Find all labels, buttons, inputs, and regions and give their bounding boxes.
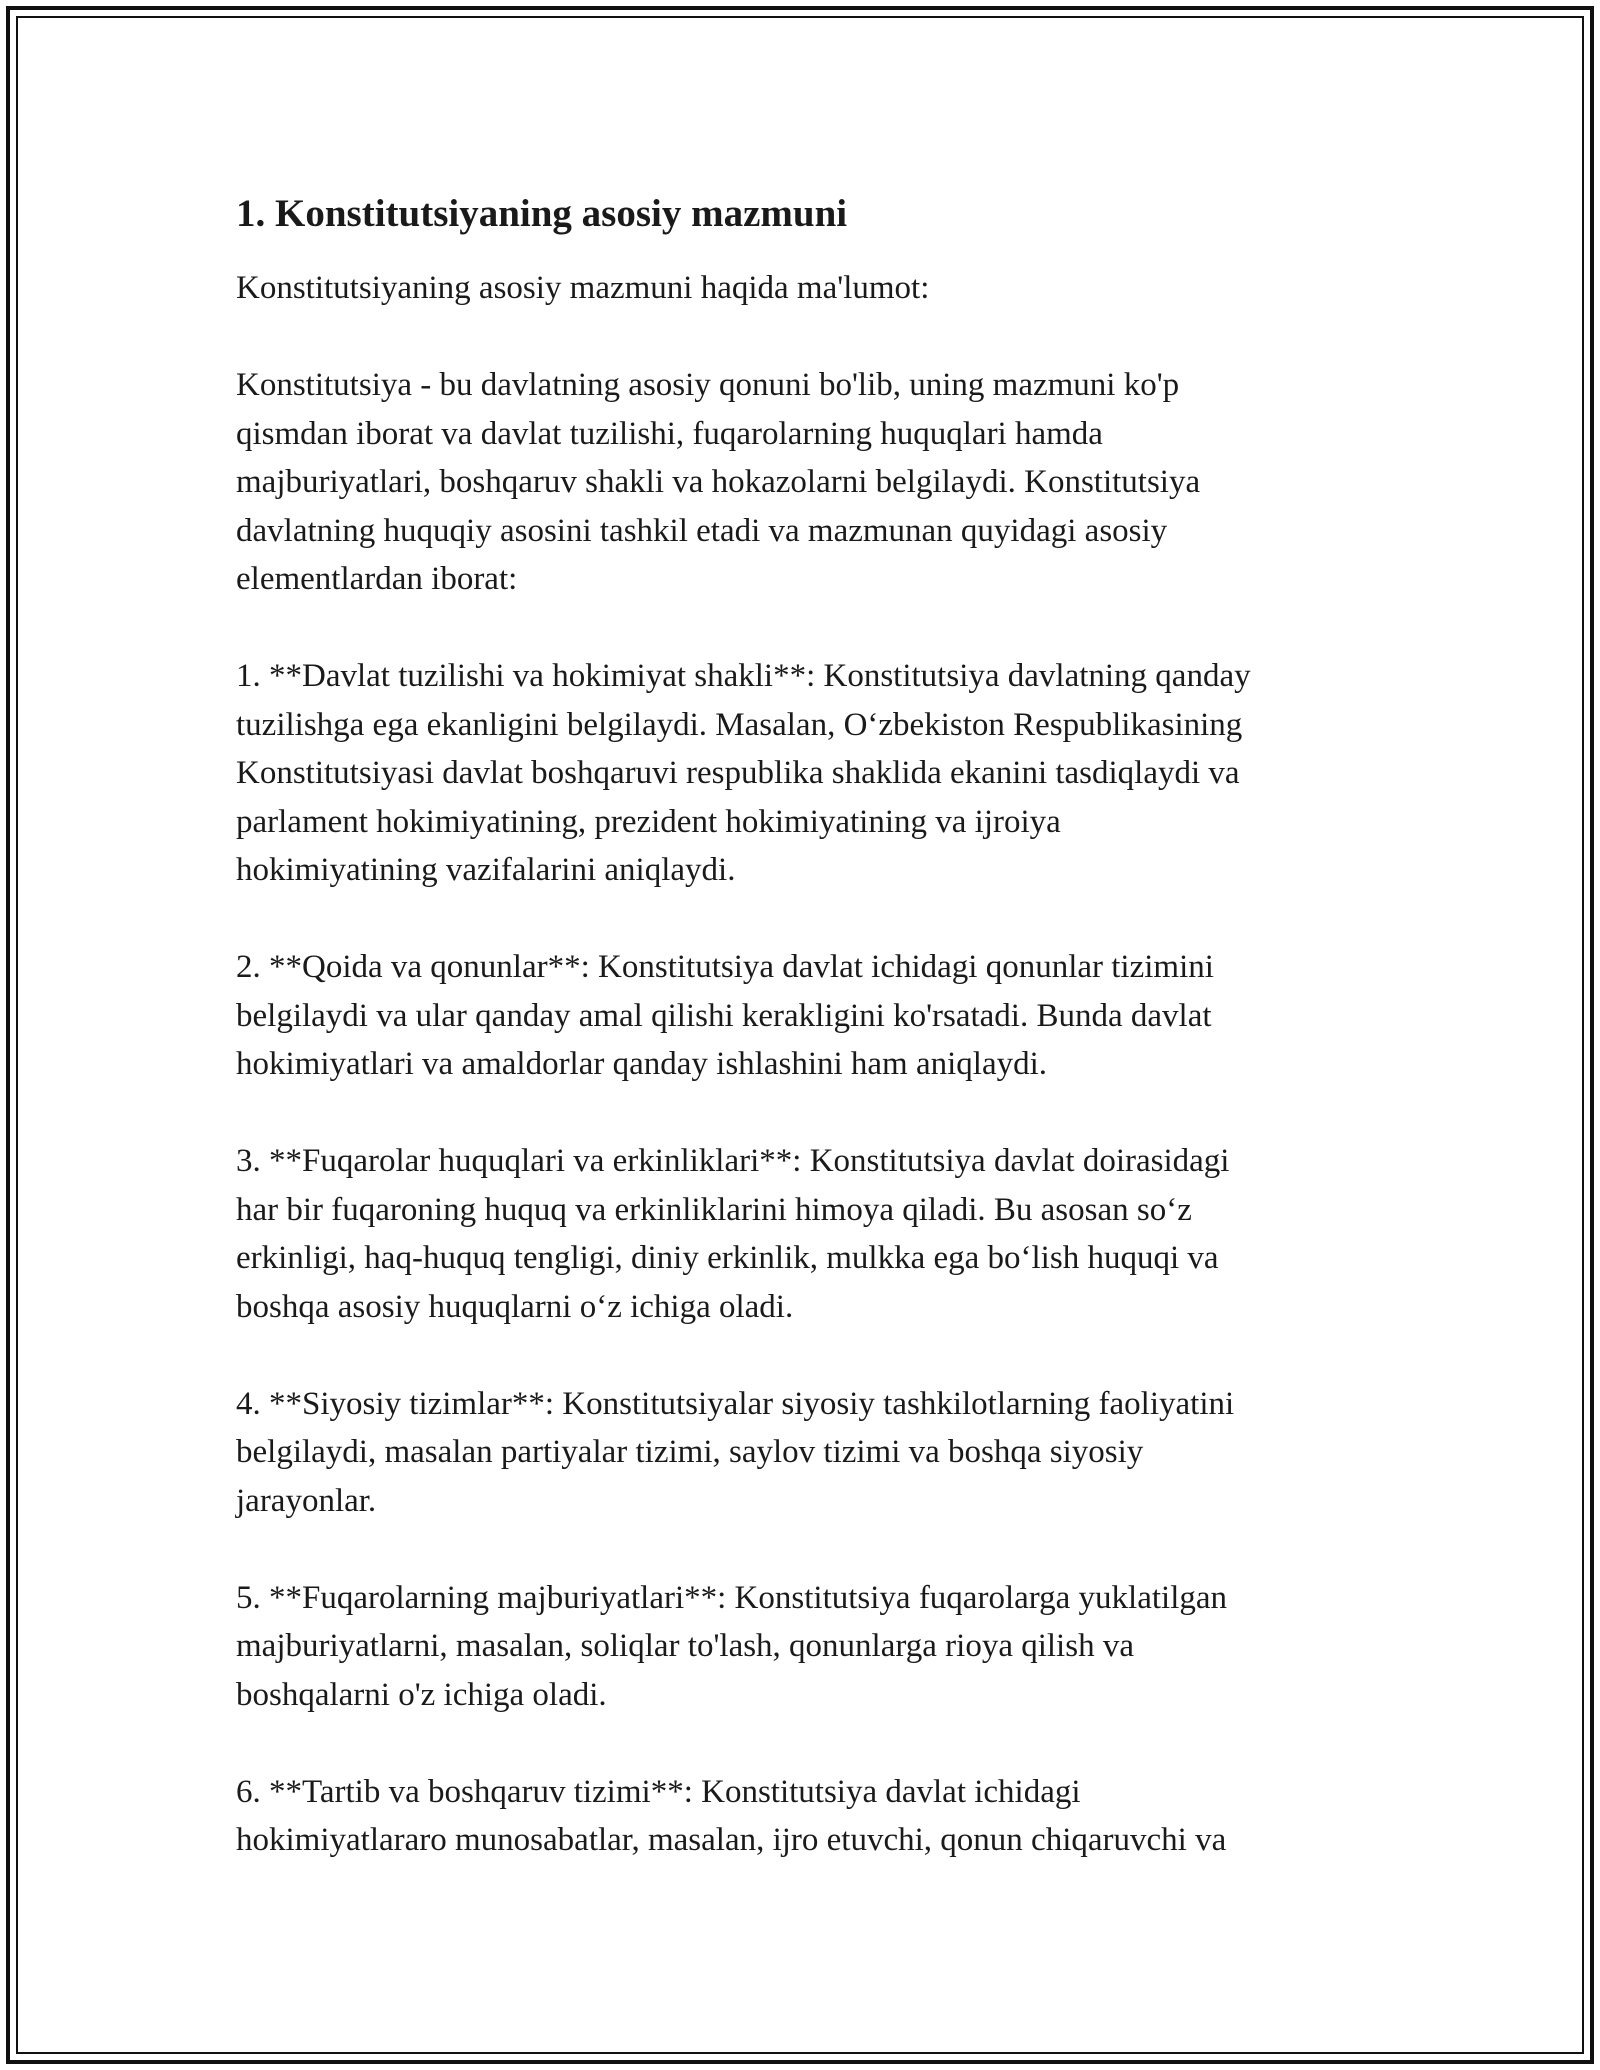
text-line: davlatning huquqiy asosini tashkil etadi va mazmunan quyidagi asosiy: [236, 512, 1168, 549]
text-line: majburiyatlari, boshqaruv shakli va hokazolarni belgilaydi. Konstitutsiya: [236, 464, 1201, 500]
text-line: belgilaydi va ular qanday amal qilishi kerakligini ko'rsatadi. Bunda davlat: [236, 997, 1212, 1034]
list-item-1: [236, 652, 1376, 895]
text-line: erkinligi, haq-huquq tengligi, diniy erkinlik, mulkka ega bo‘lish huquqi va: [236, 1240, 1219, 1276]
list-item-5: [236, 1574, 1376, 1720]
text-line: Konstitutsiyaning asosiy mazmuni haqida ma'lumot:: [236, 270, 930, 306]
text-line: har bir fuqaroning huquq va erkinliklarini himoya qiladi. Bu asosan so‘z: [236, 1191, 1192, 1228]
list-item-2: [236, 943, 1376, 1089]
text-line: 5. **Fuqarolarning majburiyatlari**: Konstitutsiya fuqarolarga yuklatilgan: [236, 1579, 1228, 1616]
text-line: boshqalarni o'z ichiga oladi.: [236, 1676, 607, 1713]
text-line: 3. **Fuqarolar huquqlari va erkinliklari**: Konstitutsiya davlat doirasidagi: [236, 1143, 1230, 1179]
text-line: boshqa asosiy huquqlarni o‘z ichiga oladi.: [236, 1288, 794, 1325]
list-item-3: [236, 1137, 1376, 1331]
text-line: Konstitutsiya - bu davlatning asosiy qonuni bo'lib, uning mazmuni ko'p: [236, 367, 1180, 403]
text-line: jarayonlar.: [236, 1482, 377, 1519]
paragraph-intro: [236, 264, 1376, 313]
text-line: 1. **Davlat tuzilishi va hokimiyat shakli**: Konstitutsiya davlatning qanday: [236, 658, 1251, 694]
list-item-6: [236, 1768, 1376, 1865]
text-line: Konstitutsiyasi davlat boshqaruvi respublika shaklida ekanini tasdiqlaydi va: [236, 755, 1240, 791]
text-line: qismdan iborat va davlat tuzilishi, fuqarolarning huquqlari hamda: [236, 415, 1103, 452]
text-line: 4. **Siyosiy tizimlar**: Konstitutsiyalar siyosiy tashkilotlarning faoliyatini: [236, 1385, 1235, 1422]
text-line: hokimiyatlari va amaldorlar qanday ishlashini ham aniqlaydi.: [236, 1046, 1048, 1082]
list-item-4: [236, 1380, 1376, 1526]
document-body: [236, 186, 1376, 1913]
paragraph-definition: [236, 361, 1376, 604]
text-line: tuzilishga ega ekanligini belgilaydi. Masalan, O‘zbekiston Respublikasining: [236, 706, 1243, 743]
text-line: hokimiyatlararo munosabatlar, masalan, ijro etuvchi, qonun chiqaruvchi va: [236, 1822, 1227, 1858]
text-line: 2. **Qoida va qonunlar**: Konstitutsiya davlat ichidagi qonunlar tizimini: [236, 949, 1214, 985]
text-line: majburiyatlarni, masalan, soliqlar to'lash, qonunlarga rioya qilish va: [236, 1628, 1134, 1664]
text-line: hokimiyatining vazifalarini aniqlaydi.: [236, 852, 736, 888]
text-line: parlament hokimiyatining, prezident hokimiyatining va ijroiya: [236, 803, 1061, 840]
text-line: 6. **Tartib va boshqaruv tizimi**: Konstitutsiya davlat ichidagi: [236, 1773, 1081, 1810]
text-line: elementlardan iborat:: [236, 561, 518, 597]
document-title: 1. Konstitutsiyaning asosiy mazmuni: [236, 192, 848, 235]
text-line: belgilaydi, masalan partiyalar tizimi, saylov tizimi va boshqa siyosiy: [236, 1434, 1144, 1470]
